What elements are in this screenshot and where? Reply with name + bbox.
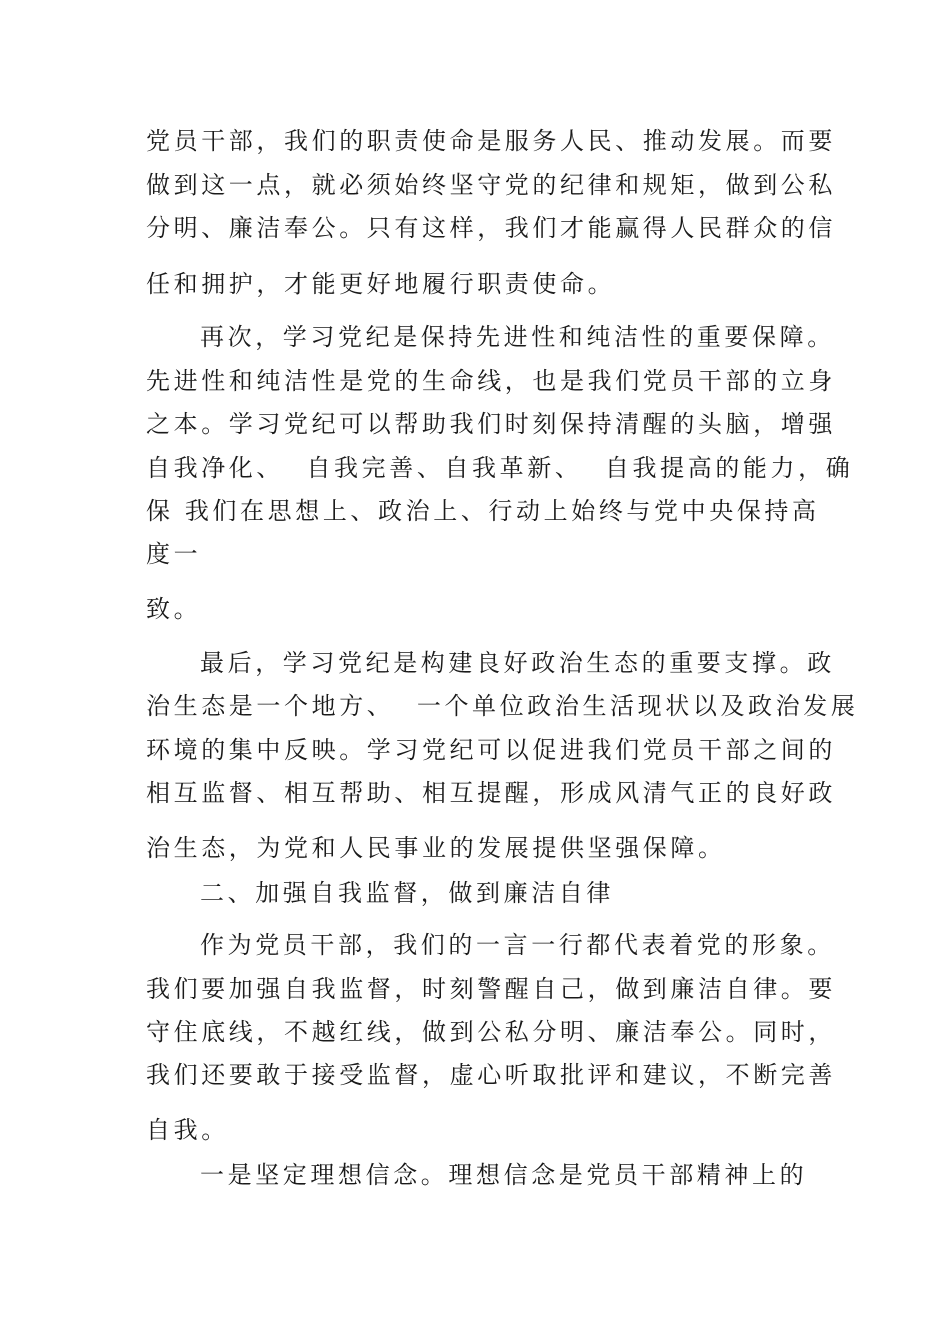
text-line: 自我净化、 自我完善、自我革新、 自我提高的能力，确: [146, 454, 854, 482]
text-line: 环境的集中反映。学习党纪可以促进我们党员干部之间的: [146, 736, 836, 764]
text-line: 自我。: [146, 1116, 229, 1144]
text-line: 党员干部，我们的职责使命是服务人民、推动发展。而要: [146, 127, 836, 155]
text-line: 治生态是一个地方、 一个单位政治生活现状以及政治发展: [146, 692, 859, 720]
text-line: 我们要加强自我监督，时刻警醒自己，做到廉洁自律。要: [146, 975, 836, 1003]
text-line: 相互监督、相互帮助、相互提醒，形成风清气正的良好政: [146, 779, 836, 807]
paragraph-first-line: 一是坚定理想信念。理想信念是党员干部精神上的: [200, 1161, 808, 1189]
paragraph-first-line: 最后，学习党纪是构建良好政治生态的重要支撑。政: [200, 649, 835, 677]
text-line: 我们还要敢于接受监督，虚心听取批评和建议，不断完善: [146, 1061, 836, 1089]
text-line: 任和拥护，才能更好地履行职责使命。: [146, 270, 616, 298]
text-line: 度一: [146, 540, 202, 568]
text-line: 分明、廉洁奉公。只有这样，我们才能赢得人民群众的信: [146, 214, 836, 242]
text-line: 做到这一点，就必须始终坚守党的纪律和规矩，做到公私: [146, 171, 836, 199]
section-heading: 二、加强自我监督，做到廉洁自律: [200, 879, 614, 907]
text-line: 先进性和纯洁性是党的生命线，也是我们党员干部的立身: [146, 367, 836, 395]
text-line: 治生态，为党和人民事业的发展提供坚强保障。: [146, 834, 726, 862]
text-line: 守住底线，不越红线，做到公私分明、廉洁奉公。同时，: [146, 1018, 836, 1046]
text-line: 致。: [146, 595, 202, 623]
text-line: 之本。学习党纪可以帮助我们时刻保持清醒的头脑，增强: [146, 410, 836, 438]
paragraph-first-line: 再次，学习党纪是保持先进性和纯洁性的重要保障。: [200, 323, 835, 351]
paragraph-first-line: 作为党员干部，我们的一言一行都代表着党的形象。: [200, 931, 835, 959]
text-line: 保 我们在思想上、政治上、行动上始终与党中央保持高: [146, 497, 820, 525]
